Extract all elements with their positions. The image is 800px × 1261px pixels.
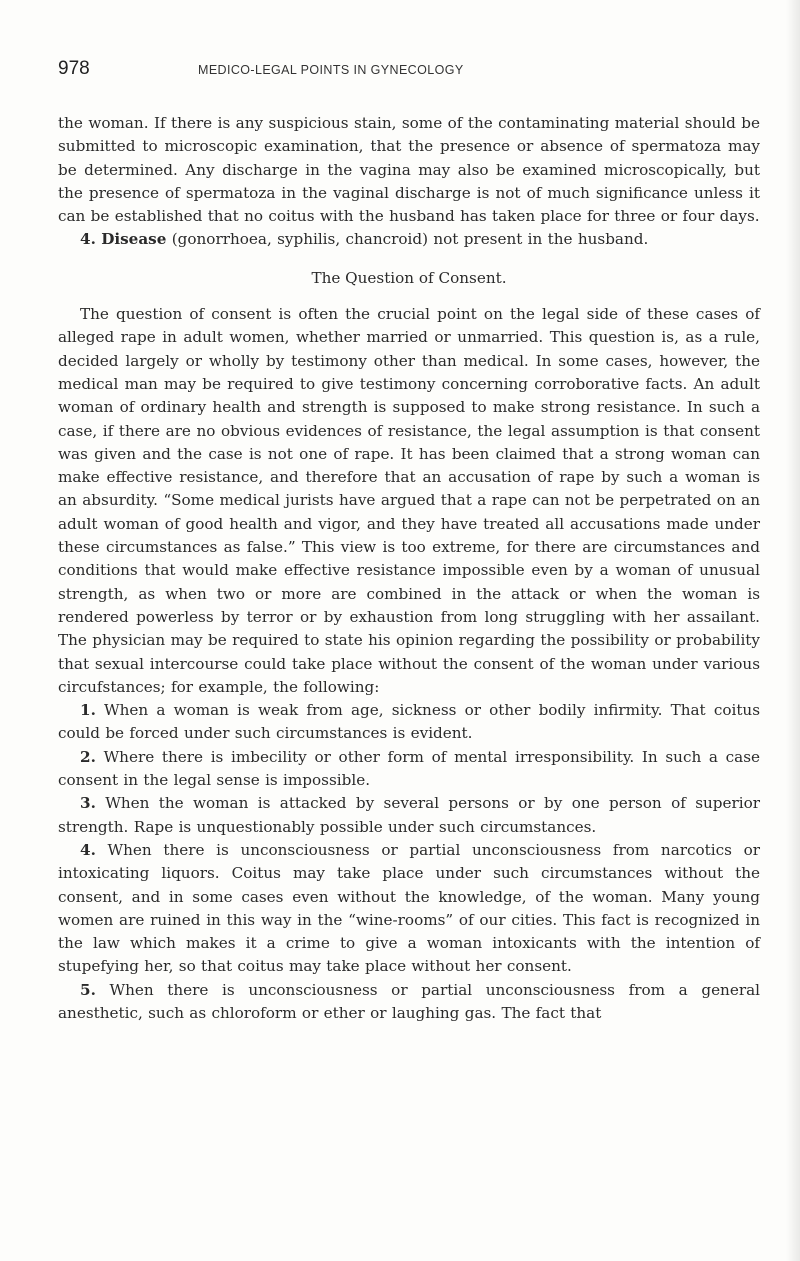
item-text: When there is unconsciousness or partial unconsciousness from narcotics or intoxicating liquors. Coitus may take place under such circumstances without the consent, and in some cases even without the knowledge, of the woman. Many young women are ruined in this way in the “wine-rooms” of our cities. This fact is recognized in the law which makes it a crime to give a woman intoxicants with the intention of stupefying her, so that coitus may take place without her consent. (58, 840, 760, 976)
section-title: The Question of Consent. (311, 268, 507, 287)
item-text: (gonorrhoea, syphilis, chancroid) not present in the husband. (171, 230, 649, 249)
item-number: 1. (80, 701, 96, 720)
page-number: 978 (58, 58, 90, 79)
item-number: 5. (80, 980, 96, 999)
consent-paragraph: The question of consent is often the crucial point on the legal side of these cases of alleged rape in adult women, whether married or unmarried. This question is, as a rule, decided largely or wholly by testimony other than medical. In some cases, however, the medical man may be required to give testimony concerning corroborative facts. An adult woman of ordinary health and strength is supposed to make strong resistance. In such a case, if there are no obvious evidences of resistance, the legal assumption is that consent was given and the case is not one of rape. It has been claimed that a strong woman can make effective resistance, and therefore that an accusation of rape by such a woman is an absurdity. “Some medical jurists have argued that a rape can not be perpetrated on an adult woman of good health and vigor, and they have treated all accusations made under these circumstances as false.” This view is too extreme, for there are circumstances and conditions that would make effective resistance impossible even by a woman of unusual strength, as when two or more are combined in the attack or when the woman is rendered powerless by terror or by exhaustion from long struggling with her assailant. The physician may be required to state his opinion regarding the possibility or probability that sexual intercourse could take place without the consent of the woman under various circufstances; for example, the following: (58, 305, 760, 696)
item-lead: Disease (101, 230, 167, 249)
page-header (58, 58, 760, 88)
continued-paragraph: the woman. If there is any suspicious stain, some of the contaminating material should be submitted to microscopic examination, that the presence or absence of spermatoza may be determined. Any discharge in the vagina may also be examined microscopically, but the presence of spermatoza in the vaginal discharge is not of much significance unless it can be established that no coitus with the husband has taken place for three or four days. (58, 114, 760, 226)
item-number: 4. (80, 840, 96, 859)
page-edge-shadow (786, 0, 800, 1261)
item-4-disease (58, 228, 760, 251)
item-text: When the woman is attacked by several persons or by one person of superior strength. Rape is unquestionably possible under such circumstances. (58, 794, 761, 836)
running-head: MEDICO-LEGAL POINTS IN GYNECOLOGY (198, 63, 464, 77)
circumstance-item (58, 979, 760, 1026)
item-number: 2. (80, 747, 96, 766)
circumstance-item (58, 839, 760, 979)
circumstance-item (58, 699, 760, 746)
item-text: When a woman is weak from age, sickness or other bodily infirmity. That coitus could be forced under such circumstances is evident. (58, 701, 760, 743)
circumstance-item (58, 746, 760, 793)
circumstance-item (58, 792, 760, 839)
item-text: When there is unconsciousness or partial unconsciousness from a general anesthetic, such as chloroform or ether or laughing gas. The fact that (58, 980, 760, 1022)
item-text: Where there is imbecility or other form of mental irresponsibility. In such a case consent in the legal sense is impossible. (58, 747, 761, 790)
body-text (58, 112, 760, 1025)
book-page (58, 58, 760, 1025)
item-number: 3. (80, 794, 96, 813)
item-number: 4. (80, 230, 96, 249)
